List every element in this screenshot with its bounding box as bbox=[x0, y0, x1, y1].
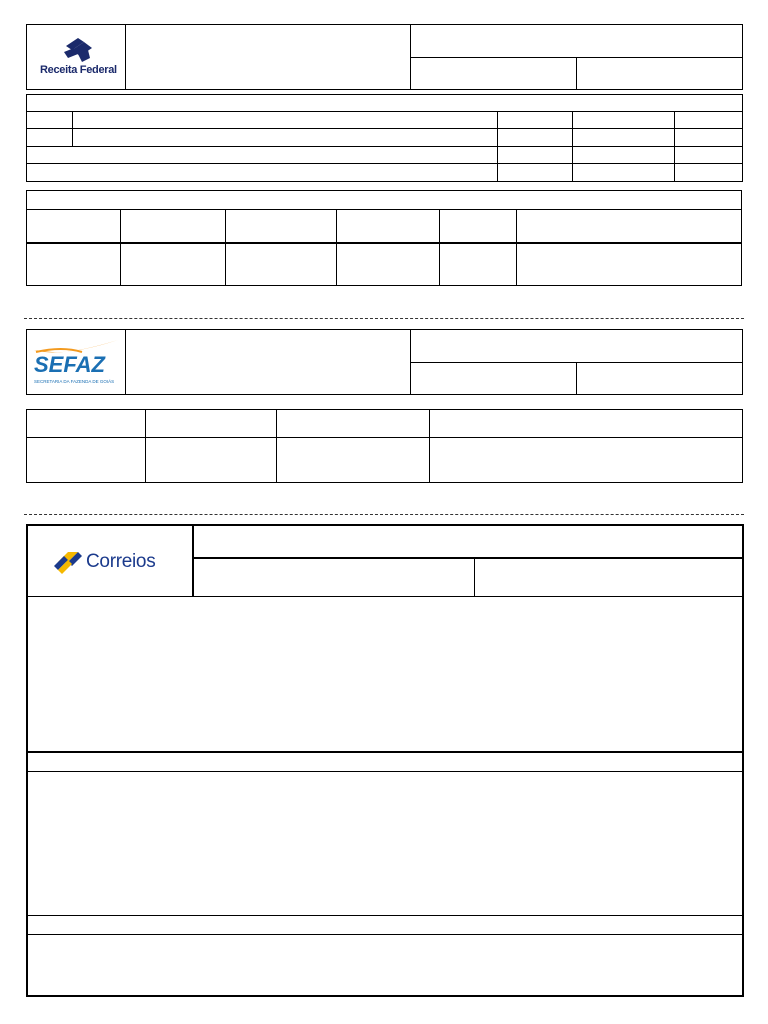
sefaz-logo-text: SEFAZ bbox=[34, 352, 105, 377]
table-row-line bbox=[26, 242, 742, 244]
sefaz-logo-divider bbox=[125, 329, 126, 395]
table-col-line bbox=[429, 409, 430, 483]
correios-section-line bbox=[26, 934, 744, 935]
receita-right-col-divider bbox=[576, 57, 577, 90]
correios-emblem-icon bbox=[52, 548, 86, 576]
receita-federal-logo bbox=[34, 36, 120, 80]
table-row-line bbox=[26, 209, 742, 210]
table-col-line bbox=[674, 111, 675, 182]
sefaz-data-table bbox=[26, 409, 743, 483]
table-row-line bbox=[26, 437, 743, 438]
table-col-line bbox=[276, 409, 277, 483]
receita-data-table bbox=[26, 94, 743, 182]
table-row-line bbox=[26, 111, 743, 112]
correios-header-col-divider bbox=[474, 557, 475, 596]
table-col-line bbox=[145, 409, 146, 483]
sefaz-right-col-divider bbox=[576, 362, 577, 395]
table-col-line bbox=[572, 111, 573, 182]
correios-logo-text: Correios bbox=[86, 551, 156, 572]
correios-header-bottom bbox=[26, 596, 744, 597]
correios-section-line bbox=[26, 771, 744, 772]
receita-lower-table bbox=[26, 190, 742, 286]
table-col-line bbox=[225, 209, 226, 286]
table-col-line bbox=[516, 209, 517, 286]
correios-section-line bbox=[26, 915, 744, 916]
table-row-line bbox=[26, 146, 743, 147]
correios-section-line bbox=[26, 751, 744, 753]
correios-header-row-divider bbox=[192, 557, 744, 559]
table-row-line bbox=[26, 163, 743, 164]
sefaz-logo bbox=[32, 338, 122, 388]
receita-logo-divider bbox=[125, 24, 126, 90]
table-col-line bbox=[497, 111, 498, 182]
table-col-line bbox=[439, 209, 440, 286]
table-col-line bbox=[72, 111, 73, 146]
cut-line bbox=[24, 318, 744, 319]
correios-form bbox=[26, 524, 744, 997]
table-col-line bbox=[336, 209, 337, 286]
sefaz-logo-subtitle: SECRETARIA DA FAZENDA DE GOIÁS bbox=[34, 379, 115, 384]
table-col-line bbox=[120, 209, 121, 286]
correios-logo-divider bbox=[192, 524, 194, 596]
receita-emblem-icon bbox=[34, 36, 120, 64]
receita-logo-text: Receita Federal bbox=[40, 64, 117, 76]
cut-line bbox=[24, 514, 744, 515]
correios-logo bbox=[52, 548, 172, 578]
table-row-line bbox=[26, 128, 743, 129]
